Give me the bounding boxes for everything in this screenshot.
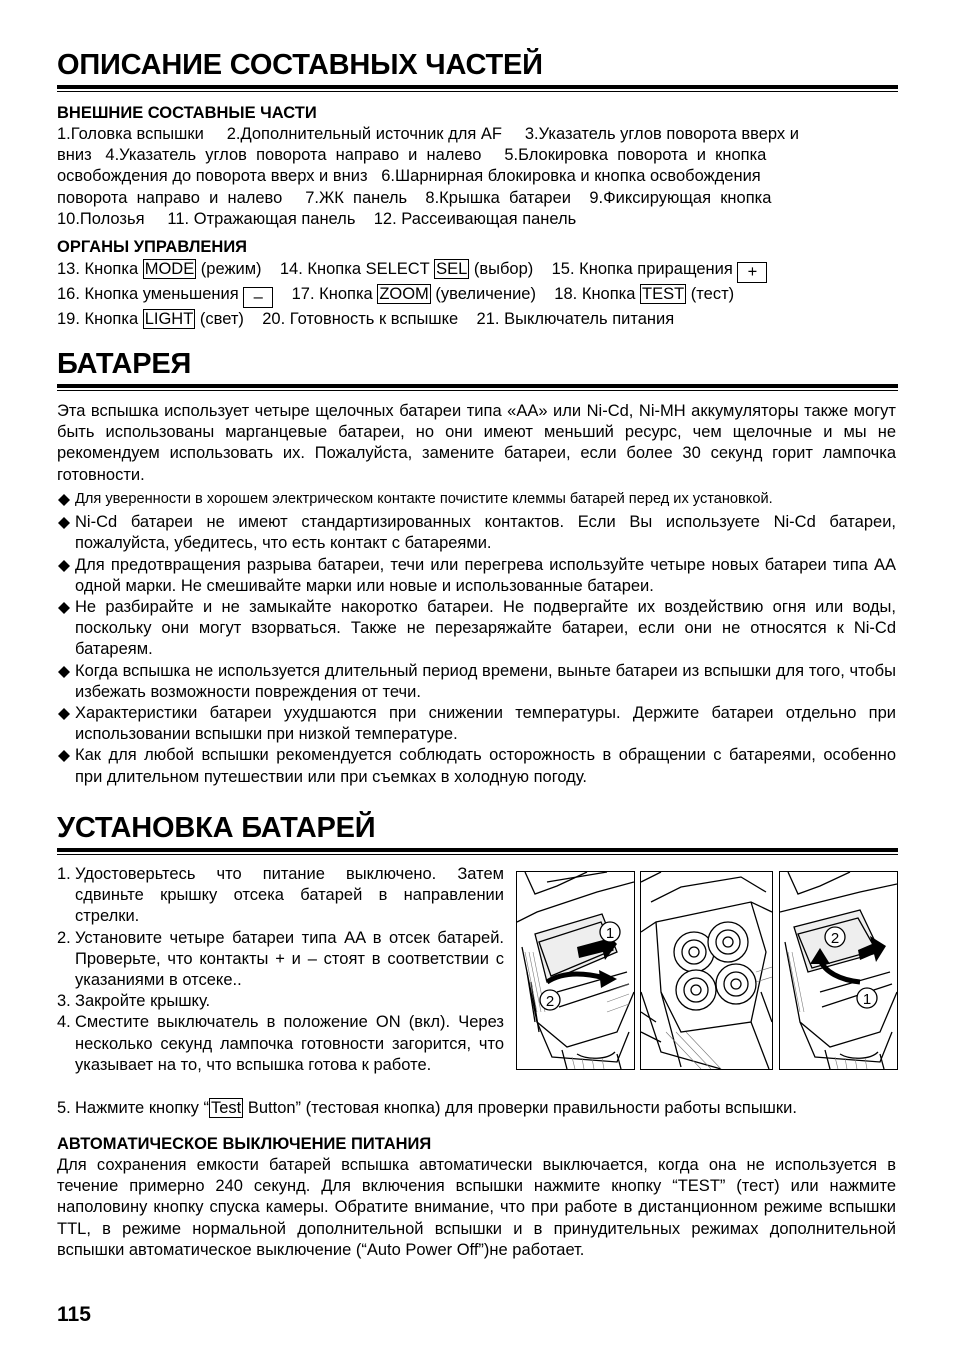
battery-title-rule [57,384,898,391]
page-number: 115 [57,1303,91,1326]
step-text: Button” (тестовая кнопка) для проверки правильности работы вспышки. [243,1099,797,1117]
step-number: 4. [57,1013,71,1032]
control-18-suffix: (тест) [686,285,735,303]
step-number: 2. [57,928,71,947]
control-18-label: (увеличение) 18. Кнопка [430,285,641,303]
battery-compartment-illustration [641,872,772,1069]
install-steps [57,864,504,1076]
control-19-21-label: (свет) 20. Готовность к вспышке 21. Выключатель питания [195,310,675,328]
step-number: 3. [57,992,71,1011]
figure-close-cover [779,871,898,1070]
battery-title: БАТАРЕЯ [57,348,192,380]
external-parts-line: освобождения до поворота вверх и вниз 6.Шарнирная блокировка и кнопка освобождения [57,167,761,186]
install-step [57,1012,504,1076]
battery-bullet-text: Характеристики батареи ухудшаются при снижении температуры. Держите батареи отдельно при использовании вспышки при низкой температуре. [75,704,896,744]
battery-bullet [57,512,896,554]
battery-bullet-text: Как для любой вспышки рекомендуется соблюдать осторожность в обращении с батареями, особенно при длительном путешествии или при съемках в холодную погоду. [75,746,896,786]
parts-title-rule [57,85,898,92]
control-19-label: 19. Кнопка [57,310,143,328]
battery-bullet [57,745,896,787]
battery-bullet [57,555,896,597]
sel-button-box: SEL [436,260,468,278]
control-16-label: 16. Кнопка уменьшения [57,285,244,303]
step-text: Нажмите кнопку “ [75,1099,209,1117]
step-text: Установите четыре батареи типа AA в отсек батарей. Проверьте, что контакты + и – стоят в соответствии с указаниями в отсеке.. [75,928,504,990]
diamond-bullet-icon [58,560,70,572]
controls-line-1 [57,258,896,283]
diamond-bullet-icon [58,494,70,506]
install-title: УСТАНОВКА БАТАРЕЙ [57,812,376,844]
step-text: Сместите выключатель в положение ON (вкл). Через несколько секунд лампочка готовности загорится, что указывает на то, что вспышка готова к работе. [75,1013,504,1074]
mode-button-box: MODE [144,260,195,278]
battery-bullet-text: Не разбирайте и не замыкайте накоротко батареи. Не подвергайте их воздействию огня или воды, поскольку они могут взорваться. Также не перезаряжайте батареи, если они не относятся к Ni-Cd батареям. [75,598,896,659]
figure-label: 2 [830,930,840,947]
diamond-bullet-icon [58,708,70,720]
battery-intro: Эта вспышка использует четыре щелочных батареи типа «AA» или Ni-Cd, Ni-MH аккумуляторы также могут быть использованы марганцевые батареи, но они имеют меньший ресурс, чем щелочные и мы не рекомендуем использовать их. Пожалуйста, замените батареи, если более 30 секунд горит лампочка готовности. [57,402,896,484]
flash-open-cover-illustration [517,872,634,1069]
control-15-label: (выбор) 15. Кнопка приращения [469,260,738,278]
step-text: Закройте крышку. [75,992,211,1011]
battery-bullet-text: Для уверенности в хорошем электрическом контакте почистите клеммы батарей перед их установкой. [75,491,773,507]
diamond-bullet-icon [58,517,70,529]
battery-bullet-text: Когда вспышка не используется длительный период времени, выньте батареи из вспышки для того, чтобы избежать возможности повреждения от течи. [75,661,896,701]
install-step-5 [57,1098,914,1119]
battery-bullet [57,661,896,703]
light-button-box: LIGHT [144,310,194,328]
install-step [57,928,504,992]
battery-bullet [57,597,896,661]
flash-close-cover-illustration [780,872,897,1069]
battery-bullets [57,489,896,788]
external-parts-line: 1.Головка вспышки 2.Дополнительный источник для AF 3.Указатель углов поворота вверх и [57,125,799,143]
install-title-rule [57,848,898,855]
figure-open-cover [516,871,635,1070]
aa-battery-icon [674,922,756,1010]
step-text: Удостоверьтесь что питание выключено. Затем сдвиньте крышку отсека батарей в направлении стрелки. [75,865,504,926]
battery-bullet [57,489,896,510]
battery-bullet-text: Ni-Cd батареи не имеют стандартизированных контактов. Если Вы используете Ni-Cd батареи, пожалуйста, убедитесь, что есть контакт с батареями. [75,513,896,553]
control-13-label: 13. Кнопка [57,260,143,278]
minus-button-box: – [243,287,273,308]
control-17-label: 17. Кнопка [273,285,378,303]
zoom-button-box: ZOOM [379,285,429,303]
diamond-bullet-icon [58,750,70,762]
figure-insert-batteries [640,871,773,1070]
test-button-box: Test [211,1099,242,1117]
install-step [57,864,504,928]
install-step [57,991,504,1012]
controls-line-2 [57,283,896,308]
figure-label: 1 [605,925,615,942]
step-number: 5. [57,1099,71,1117]
test-button-box: TEST [642,285,685,303]
external-parts-line: 10.Полозья 11. Отражающая панель 12. Рассеивающая панель [57,209,577,228]
step-number: 1. [57,865,71,883]
external-parts-line: вниз 4.Указатель углов поворота направо и налево 5.Блокировка поворота и кнопка [57,146,767,165]
battery-bullet [57,703,896,745]
auto-off-heading: АВТОМАТИЧЕСКОЕ ВЫКЛЮЧЕНИЕ ПИТАНИЯ [57,1135,432,1153]
figure-label: 2 [545,993,555,1010]
controls-list [57,258,896,331]
control-14-label: (режим) 14. Кнопка SELECT [196,260,435,278]
external-parts-line: поворота направо и налево 7.ЖК панель 8.Крышка батареи 9.Фиксирующая кнопка [57,188,772,207]
external-parts-list [57,124,896,230]
auto-off-text: Для сохранения емкости батарей вспышка автоматически выключается, когда она не используется в течение примерно 240 секунд. Для включения вспышки нажмите кнопку “TEST” (тест) или нажмите наполовину кнопку спуска камеры. Обратите внимание, что при работе в дистанционном режиме вспышки TTL, в режиме нормальной дополнительной вспышки и в принудительных режимах дополнительной вспышки автоматическое выключение (“Auto Power Off”)не работает. [57,1156,896,1259]
controls-heading: ОРГАНЫ УПРАВЛЕНИЯ [57,238,248,256]
plus-button-box: + [737,262,767,283]
figure-label: 1 [862,991,872,1008]
controls-line-3 [57,308,896,331]
external-parts-heading: ВНЕШНИЕ СОСТАВНЫЕ ЧАСТИ [57,104,317,122]
battery-bullet-text: Для предотвращения разрыва батареи, течи или перегрева используйте четыре новых батареи типа AA одной марки. Не смешивайте марки или новые и использованные батареи. [75,555,896,595]
diamond-bullet-icon [58,666,70,678]
parts-title: ОПИСАНИЕ СОСТАВНЫХ ЧАСТЕЙ [57,49,543,81]
diamond-bullet-icon [58,602,70,614]
